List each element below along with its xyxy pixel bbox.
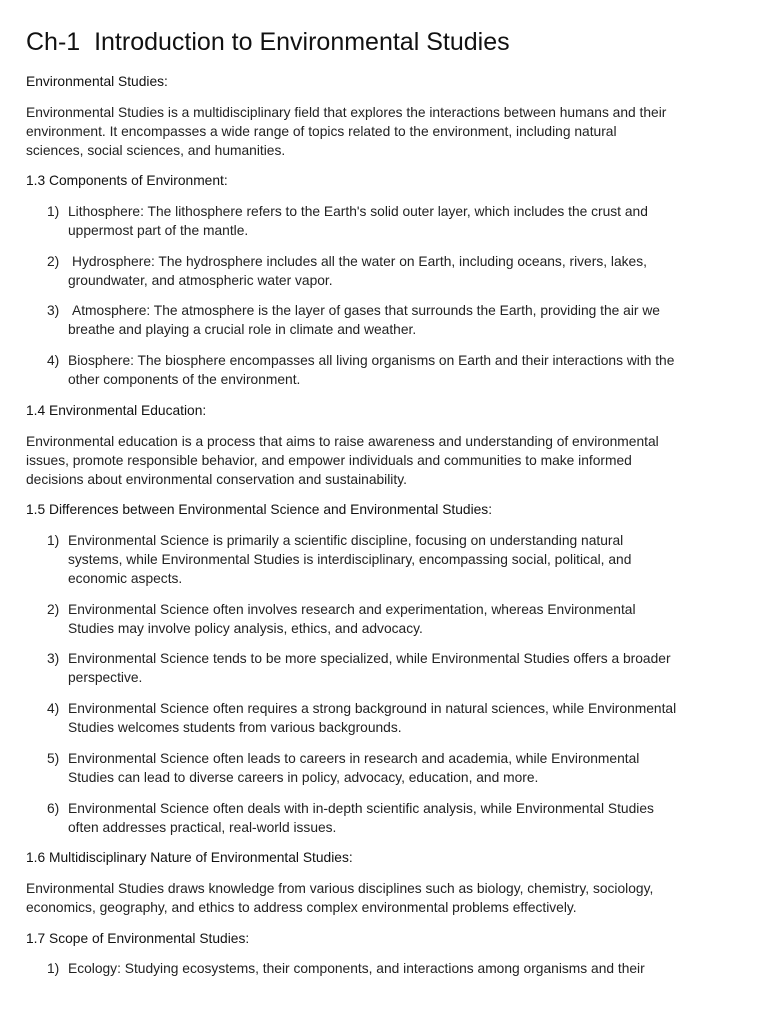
list-number: 6) — [47, 800, 60, 816]
list-item-text: Lithosphere: The lithosphere refers to the Earth's solid outer layer, which includes the crust and uppermost part of the mantle. — [68, 203, 648, 238]
list-item — [26, 202, 677, 240]
list-item-text: Environmental Science often deals with in-depth scientific analysis, while Environmental Studies often addresses practical, real-world issues. — [68, 800, 654, 835]
list-item-text: Environmental Science tends to be more specialized, while Environmental Studies offers a broader perspective. — [68, 651, 671, 686]
list-number: 4) — [47, 353, 60, 369]
list-item — [26, 531, 677, 588]
list-item — [26, 351, 677, 389]
components-list — [26, 202, 768, 389]
list-item — [26, 959, 677, 978]
list-number: 1) — [47, 961, 60, 977]
list-item-text: Ecology: Studying ecosystems, their components, and interactions among organisms and their — [68, 961, 645, 977]
section-heading-education: 1.4 Environmental Education: — [26, 402, 207, 418]
list-item — [26, 799, 677, 837]
intro-paragraph: Environmental Studies is a multidisciplinary field that explores the interactions between humans and their environment. It encompasses a wide range of topics related to the environment, including natural sciences, social sciences, and humanities. — [26, 104, 667, 158]
list-item — [26, 749, 677, 787]
list-item — [26, 600, 677, 638]
list-number: 3) — [47, 651, 60, 667]
list-number: 2) — [47, 253, 60, 269]
list-item-text: Environmental Science often requires a strong background in natural sciences, while Environmental Studies welcomes students from various backgrounds. — [68, 701, 677, 736]
list-item-text: Atmosphere: The atmosphere is the layer of gases that surrounds the Earth, providing the air we breathe and playing a crucial role in climate and weather. — [68, 303, 660, 338]
list-item-text: Environmental Science is primarily a scientific discipline, focusing on understanding natural systems, while Environmental Studies is interdisciplinary, encompassing social, political, and economic aspects. — [68, 532, 632, 586]
list-item-text: Environmental Science often leads to careers in research and academia, while Environmental Studies can lead to diverse careers in policy, advocacy, education, and more. — [68, 750, 640, 785]
list-number: 3) — [47, 303, 60, 319]
list-item-text: Environmental Science often involves research and experimentation, whereas Environmental Studies may involve policy analysis, ethics, and advocacy. — [68, 601, 636, 636]
list-item — [26, 699, 677, 737]
list-number: 2) — [47, 601, 60, 617]
differences-list — [26, 531, 768, 837]
section-heading-scope: 1.7 Scope of Environmental Studies: — [26, 930, 250, 946]
list-item — [26, 252, 677, 290]
section-heading-multidisciplinary: 1.6 Multidisciplinary Nature of Environmental Studies: — [26, 850, 353, 866]
page-title: Ch-1 Introduction to Environmental Studies — [26, 28, 510, 56]
section-heading-environmental-studies: Environmental Studies: — [26, 73, 168, 89]
section-heading-differences: 1.5 Differences between Environmental Science and Environmental Studies: — [26, 502, 493, 518]
list-number: 1) — [47, 203, 60, 219]
list-item — [26, 649, 677, 687]
education-paragraph: Environmental education is a process that aims to raise awareness and understanding of environmental issues, promote responsible behavior, and empower individuals and communities to make informed decisions about environmental conservation and sustainability. — [26, 433, 659, 487]
list-number: 1) — [47, 532, 60, 548]
scope-list — [26, 959, 768, 978]
list-item-text: Biosphere: The biosphere encompasses all living organisms on Earth and their interactions with the other components of the environment. — [68, 353, 675, 388]
multidisciplinary-paragraph: Environmental Studies draws knowledge from various disciplines such as biology, chemistry, sociology, economics, geography, and ethics to address complex environmental problems effectively. — [26, 881, 654, 916]
list-item — [26, 301, 677, 339]
list-number: 5) — [47, 750, 60, 766]
list-item-text: Hydrosphere: The hydrosphere includes all the water on Earth, including oceans, rivers, lakes, groundwater, and atmospheric water vapor. — [68, 253, 647, 288]
section-heading-components: 1.3 Components of Environment: — [26, 173, 228, 189]
list-number: 4) — [47, 701, 60, 717]
